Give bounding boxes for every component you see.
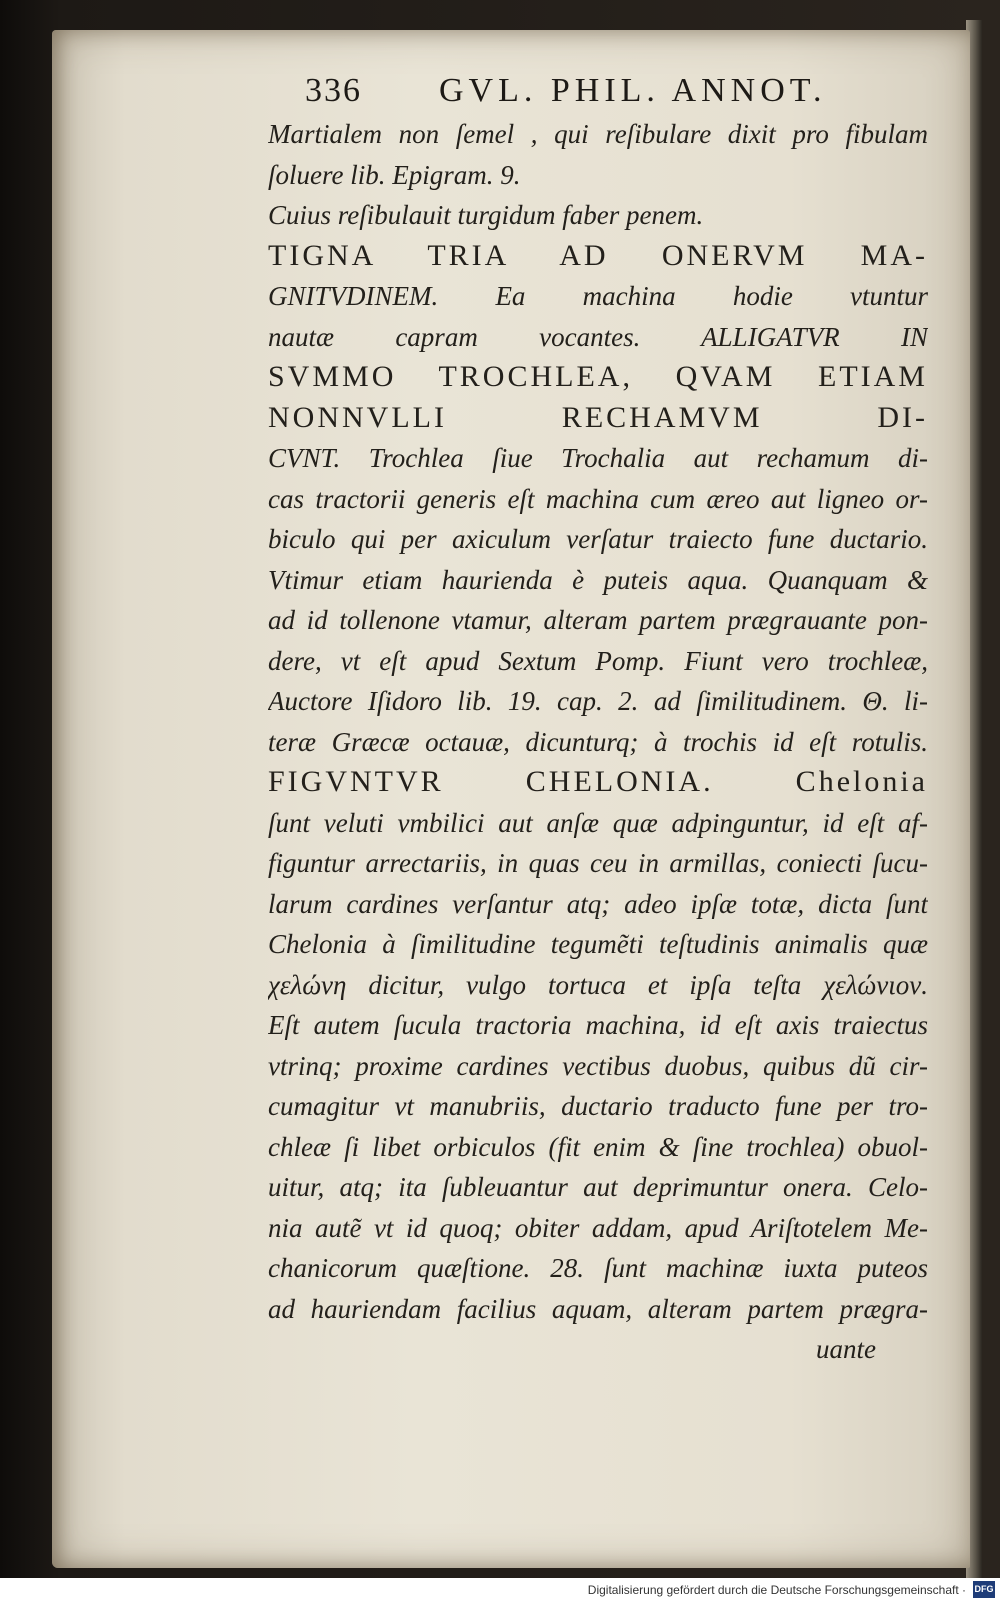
text-line: TIGNA TRIA AD ONERVM MA-	[268, 238, 928, 272]
text-line: nia autẽ vt id quoq; obiter addam, apud Ariſtotelem Me-	[268, 1212, 928, 1243]
text-line: ad id tollenone vtamur, alteram partem prægrauante pon-	[268, 605, 928, 635]
text-line: teræ Græcæ octauæ, dicunturq; à trochis id eſt rotulis.	[268, 726, 928, 757]
text-line: figuntur arrectariis, in quas ceu in armillas, coniecti ſucu-	[268, 848, 928, 878]
text-line: cas tractorii generis eſt machina cum æreo aut ligneo or-	[268, 483, 928, 514]
text-line: FIGVNTVR CHELONIA. Chelonia	[268, 765, 928, 798]
text-line: chleæ ſi libet orbiculos (fit enim & ſine trochlea) obuol-	[268, 1131, 928, 1162]
text-line: Martialem non ſemel , qui reſibulare dixit pro fibulam	[268, 119, 928, 149]
text-line: chanicorum quæſtione. 28. ſunt machinæ iuxta puteos	[268, 1253, 928, 1283]
text-line: Chelonia à ſimilitudine tegumẽti teſtudinis animalis quæ	[268, 929, 928, 959]
text-line: uitur, atq; ita ſubleuantur aut deprimuntur onera. Celo-	[268, 1172, 928, 1202]
text-line: larum cardines verſantur atq; adeo ipſæ totæ, dicta ſunt	[268, 888, 928, 919]
text-line: cumagitur vt manubriis, ductario traducto fune per tro-	[268, 1091, 928, 1121]
page-number: 336	[305, 72, 362, 109]
footer-credit: Digitalisierung gefördert durch die Deutsche Forschungsgemeinschaft ·	[587, 1583, 966, 1597]
running-title: GVL. PHIL. ANNOT.	[439, 72, 827, 109]
dfg-logo: DFG	[973, 1581, 995, 1598]
text-line: dere, vt eſt apud Sextum Pomp. Fiunt vero trochleæ,	[268, 645, 928, 676]
text-line: GNITVDINEM. Ea machina hodie vtuntur	[268, 281, 928, 311]
text-line: Auctore Iſidoro lib. 19. cap. 2. ad ſimilitudinem. Θ. li-	[268, 686, 928, 716]
text-line: χελώνη dicitur, vulgo tortuca et ipſa teſta χελώνιον.	[268, 969, 928, 1000]
text-line: SVMMO TROCHLEA, QVAM ETIAM	[268, 360, 928, 393]
text-line: uante	[816, 1334, 876, 1364]
text-line: Cuius reſibulauit turgidum faber penem.	[268, 200, 704, 230]
text-line: Eſt autem ſucula tractoria machina, id eſt axis traiectus	[268, 1010, 928, 1040]
text-line: Vtimur etiam haurienda è puteis aqua. Quanquam &	[268, 564, 928, 595]
text-line: biculo qui per axiculum verſatur traiecto fune ductario.	[268, 524, 928, 554]
page-header	[305, 72, 925, 120]
text-line: ad hauriendam facilius aquam, alteram partem prægra-	[268, 1293, 928, 1324]
text-line: nautæ capram vocantes. ALLIGATVR IN	[268, 321, 928, 352]
text-line: NONNVLLI RECHAMVM DI-	[268, 400, 928, 434]
text-line: ſunt veluti vmbilici aut anſæ quæ adpinguntur, id eſt af-	[268, 807, 928, 838]
text-line: vtrinq; proxime cardines vectibus duobus, quibus dũ cir-	[268, 1050, 928, 1081]
text-line: ſoluere lib. Epigram. 9.	[268, 159, 521, 190]
text-line: CVNT. Trochlea ſiue Trochalia aut rechamum di-	[268, 443, 928, 473]
body-text	[268, 114, 928, 1370]
